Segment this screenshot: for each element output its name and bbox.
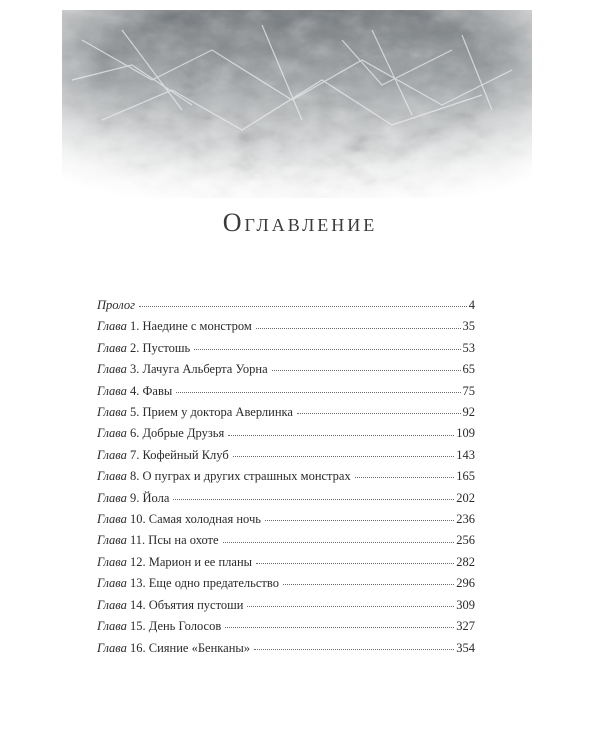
- page-number: 65: [462, 362, 475, 377]
- chapter-prefix: Глава: [97, 640, 127, 655]
- toc-entry-title: [97, 509, 261, 530]
- chapter-title: 5. Прием у доктора Аверлинка: [126, 405, 293, 420]
- chapter-title: Пролог: [97, 298, 135, 312]
- page-number: 309: [456, 597, 475, 612]
- toc-entry: [97, 509, 475, 530]
- toc-entry: [97, 423, 475, 444]
- dot-leader: [225, 618, 454, 628]
- page-number: 296: [456, 576, 475, 591]
- chapter-prefix: Глава: [97, 619, 127, 634]
- toc-entry: [97, 338, 475, 359]
- chapter-prefix: Глава: [97, 405, 127, 420]
- chapter-prefix: Глава: [97, 576, 127, 591]
- page-number: 327: [456, 619, 475, 634]
- chapter-prefix: Глава: [97, 554, 127, 569]
- toc-entry: [97, 552, 475, 573]
- dot-leader: [355, 469, 455, 479]
- page-title: Оглавление: [222, 208, 378, 237]
- dot-leader: [176, 383, 460, 393]
- chapter-title: 16. Сияние «Бенканы»: [126, 640, 251, 655]
- toc-entry: [97, 359, 475, 380]
- toc-entry-title: [97, 552, 252, 573]
- toc-entry-title: [97, 466, 351, 487]
- dot-leader: [272, 362, 461, 372]
- dot-leader: [256, 554, 454, 564]
- dot-leader: [139, 297, 467, 307]
- page-number: 202: [456, 490, 475, 505]
- chapter-title: 13. Еще одно предательство: [126, 576, 279, 591]
- toc-entry: [97, 316, 475, 337]
- dot-leader: [265, 511, 454, 521]
- toc-entry: [97, 402, 475, 423]
- dot-leader: [254, 640, 454, 650]
- page-number: 109: [456, 426, 475, 441]
- chapter-prefix: Глава: [97, 319, 127, 334]
- chapter-prefix: Глава: [97, 362, 127, 377]
- chapter-title: 11. Псы на охоте: [126, 533, 219, 548]
- toc-entry-title: [97, 616, 221, 637]
- toc-entry: [97, 381, 475, 402]
- chapter-title: 9. Йола: [126, 490, 170, 505]
- toc-entry-title: [97, 338, 190, 359]
- toc-entry: [97, 466, 475, 487]
- toc-entry: [97, 488, 475, 509]
- chapter-prefix: Глава: [97, 597, 127, 612]
- toc-entry-title: [97, 402, 293, 423]
- page-number: 256: [456, 533, 475, 548]
- page-number: 165: [456, 469, 475, 484]
- chapter-title: 2. Пустошь: [126, 340, 191, 355]
- page-number: 282: [456, 554, 475, 569]
- chapter-prefix: Глава: [97, 490, 127, 505]
- chapter-title: 10. Самая холодная ночь: [126, 512, 261, 527]
- chapter-title: 6. Добрые Друзья: [126, 426, 225, 441]
- chapter-title: 7. Кофейный Клуб: [126, 447, 229, 462]
- toc-entry-title: [97, 638, 250, 659]
- dot-leader: [228, 426, 454, 436]
- chapter-title: 8. О пуграх и других страшных монстрах: [126, 469, 351, 484]
- toc-entry-title: [97, 423, 224, 444]
- frost-banner-image: [62, 10, 532, 198]
- table-of-contents: [97, 295, 475, 659]
- page-number: 75: [462, 383, 475, 398]
- chapter-title: 12. Марион и ее планы: [126, 554, 253, 569]
- toc-entry: [97, 445, 475, 466]
- dot-leader: [233, 447, 455, 457]
- toc-entry: [97, 595, 475, 616]
- chapter-title: 15. День Голосов: [126, 619, 222, 634]
- toc-entry: [97, 638, 475, 659]
- chapter-prefix: Глава: [97, 469, 127, 484]
- toc-entry-title: [97, 359, 268, 380]
- dot-leader: [247, 597, 454, 607]
- toc-entry: [97, 616, 475, 637]
- toc-entry: [97, 573, 475, 594]
- chapter-title: 1. Наедине с монстром: [126, 319, 252, 334]
- toc-entry-title: [97, 488, 169, 509]
- dot-leader: [194, 340, 460, 350]
- toc-entry-title: [97, 381, 172, 402]
- page-number: 4: [468, 298, 475, 312]
- dot-leader: [223, 533, 455, 543]
- toc-entry-title: [97, 445, 229, 466]
- chapter-prefix: Глава: [97, 383, 127, 398]
- page-number: 236: [456, 512, 475, 527]
- chapter-title: 4. Фавы: [126, 383, 173, 398]
- dot-leader: [283, 576, 454, 586]
- dot-leader: [297, 404, 461, 414]
- page-number: 35: [462, 319, 475, 334]
- page-number: 53: [462, 340, 475, 355]
- page-number: 354: [456, 640, 475, 655]
- chapter-prefix: Глава: [97, 533, 127, 548]
- toc-entry-title: [97, 295, 135, 316]
- chapter-title: 14. Объятия пустоши: [126, 597, 244, 612]
- page-number: 143: [456, 447, 475, 462]
- page-number: 92: [462, 405, 475, 420]
- toc-entry-title: [97, 573, 279, 594]
- dot-leader: [173, 490, 454, 500]
- chapter-prefix: Глава: [97, 447, 127, 462]
- toc-entry: [97, 295, 475, 316]
- chapter-title: 3. Лачуга Альберта Уорна: [126, 362, 268, 377]
- toc-entry-title: [97, 595, 243, 616]
- toc-entry: [97, 530, 475, 551]
- toc-entry-title: [97, 530, 219, 551]
- chapter-prefix: Глава: [97, 340, 127, 355]
- dot-leader: [256, 319, 461, 329]
- chapter-prefix: Глава: [97, 512, 127, 527]
- chapter-prefix: Глава: [97, 426, 127, 441]
- toc-entry-title: [97, 316, 252, 337]
